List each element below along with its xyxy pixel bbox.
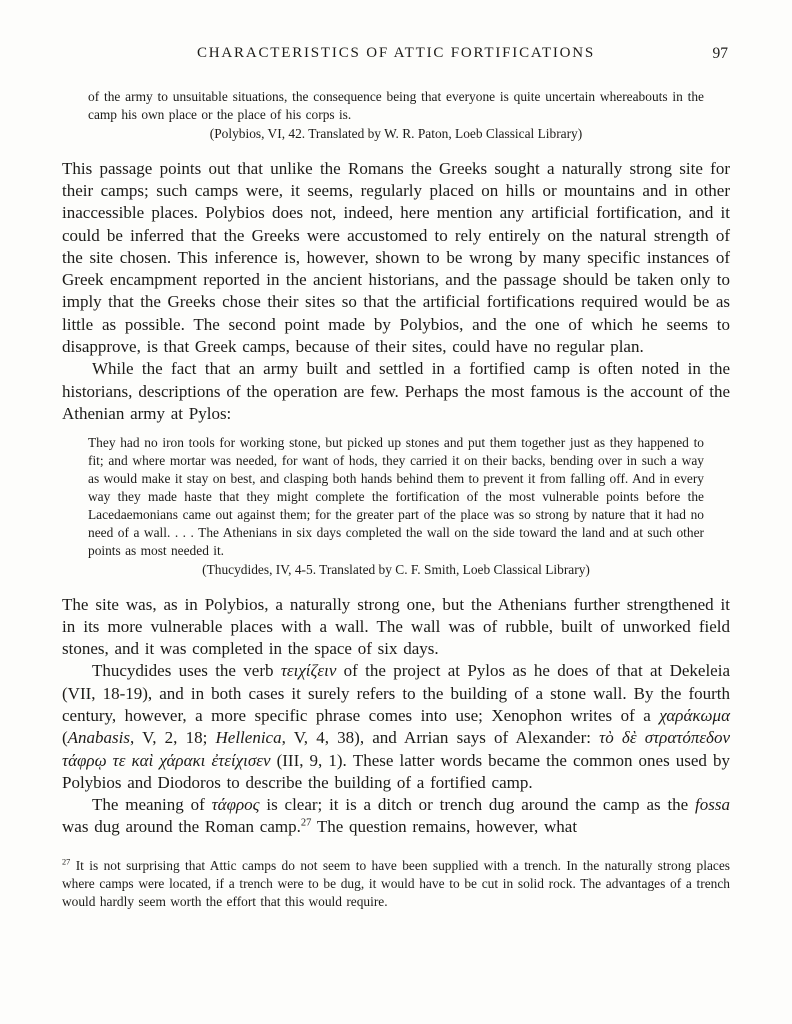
quote-thucydides-attribution: (Thucydides, IV, 4-5. Translated by C. F. Smith, Loeb Classical Library) [202, 561, 590, 577]
quote-polybios-text: of the army to unsuitable situations, the consequence being that everyone is quite uncertain whereabouts in the camp his own place or the place of his corps is. [88, 89, 704, 122]
quote-polybios-attribution: (Polybios, VI, 42. Translated by W. R. Paton, Loeb Classical Library) [209, 125, 583, 141]
paragraph-3: The site was, as in Polybios, a naturally strong one, but the Athenians further strengthened it in its more vulnerable places with a wall. The wall was of rubble, built of unworked field stones, and it was completed in the space of six days. [62, 594, 730, 659]
paragraph-5: The meaning of τάφρος is clear; it is a ditch or trench dug around the camp as the fossa was dug around the Roman camp.$^{27}$ The question remains, however, what [62, 795, 730, 837]
block-quote-thucydides [88, 434, 704, 579]
paragraph-2: While the fact that an army built and settled in a fortified camp is often noted in the historians, descriptions of the operation are few. Perhaps the most famous is the account of the Athenian army at Pylos: [62, 359, 730, 423]
page-number: 97 [712, 45, 728, 62]
page-header [62, 44, 730, 62]
running-head-title: CHARACTERISTICS OF ATTIC FORTIFICATIONS [196, 45, 596, 61]
paragraph-4: Thucydides uses the verb τειχίζειν of the project at Pylos as he does of that at Dekeleia (VII, 18-19), and in both cases it surely refers to the building of a stone wall. By the fourth century, however, a more specific phrase comes into use; Xenophon writes of a χαράκωμα (Anabasis, V, 2, 18; Hellenica, V, 4, 38), and Arrian says of Alexander: τὸ δὲ στρατόπεδον τάφρῳ τε καὶ χάρακι ἐτείχισεν (III, 9, 1). These latter words became the common ones used by Polybios and Diodoros to describe the building of a fortified camp. [62, 661, 731, 792]
block-quote-polybios [88, 88, 704, 143]
quote-thucydides-text: They had no iron tools for working stone, but picked up stones and put them together just as they happened to fit; and where mortar was needed, for want of hods, they carried it on their backs, bending over in such a way as would make it stay on best, and clasping both hands behind them to prevent it from falling off. And in every way they made haste that they might complete the fortification of the most vulnerable points before the Lacedaemonians came out against them; for the greater part of the place was so strong by nature that it had no need of a wall. . . . The Athenians in six days completed the wall on the side toward the land and at such other points as most needed it. [88, 435, 704, 558]
paragraph-1: This passage points out that unlike the Romans the Greeks sought a naturally strong site for their camps; such camps were, it seems, regularly placed on hills or mountains and in other inaccessible places. Polybios does not, indeed, here mention any artificial fortification, and it could be inferred that the Greeks were accustomed to rely entirely on the natural strength of the site chosen. This inference is, however, shown to be wrong by many specific instances of Greek encampment reported in the ancient historians, and the passage should be taken only to imply that the Greeks chose their sites so that the artificial fortifications required would be as little as possible. The second point made by Polybios, and the one of which he seems to disapprove, is that Greek camps, because of their sites, could have no regular plan. [62, 158, 730, 356]
footnote-27: $^{27}$ It is not surprising that Attic camps do not seem to have been supplied with a trench. In the naturally strong places where camps were located, if a trench were to be dug, it would have to be cut in solid rock. The advantages of a trench would hardly seem worth the effort that this would require. [62, 857, 730, 910]
